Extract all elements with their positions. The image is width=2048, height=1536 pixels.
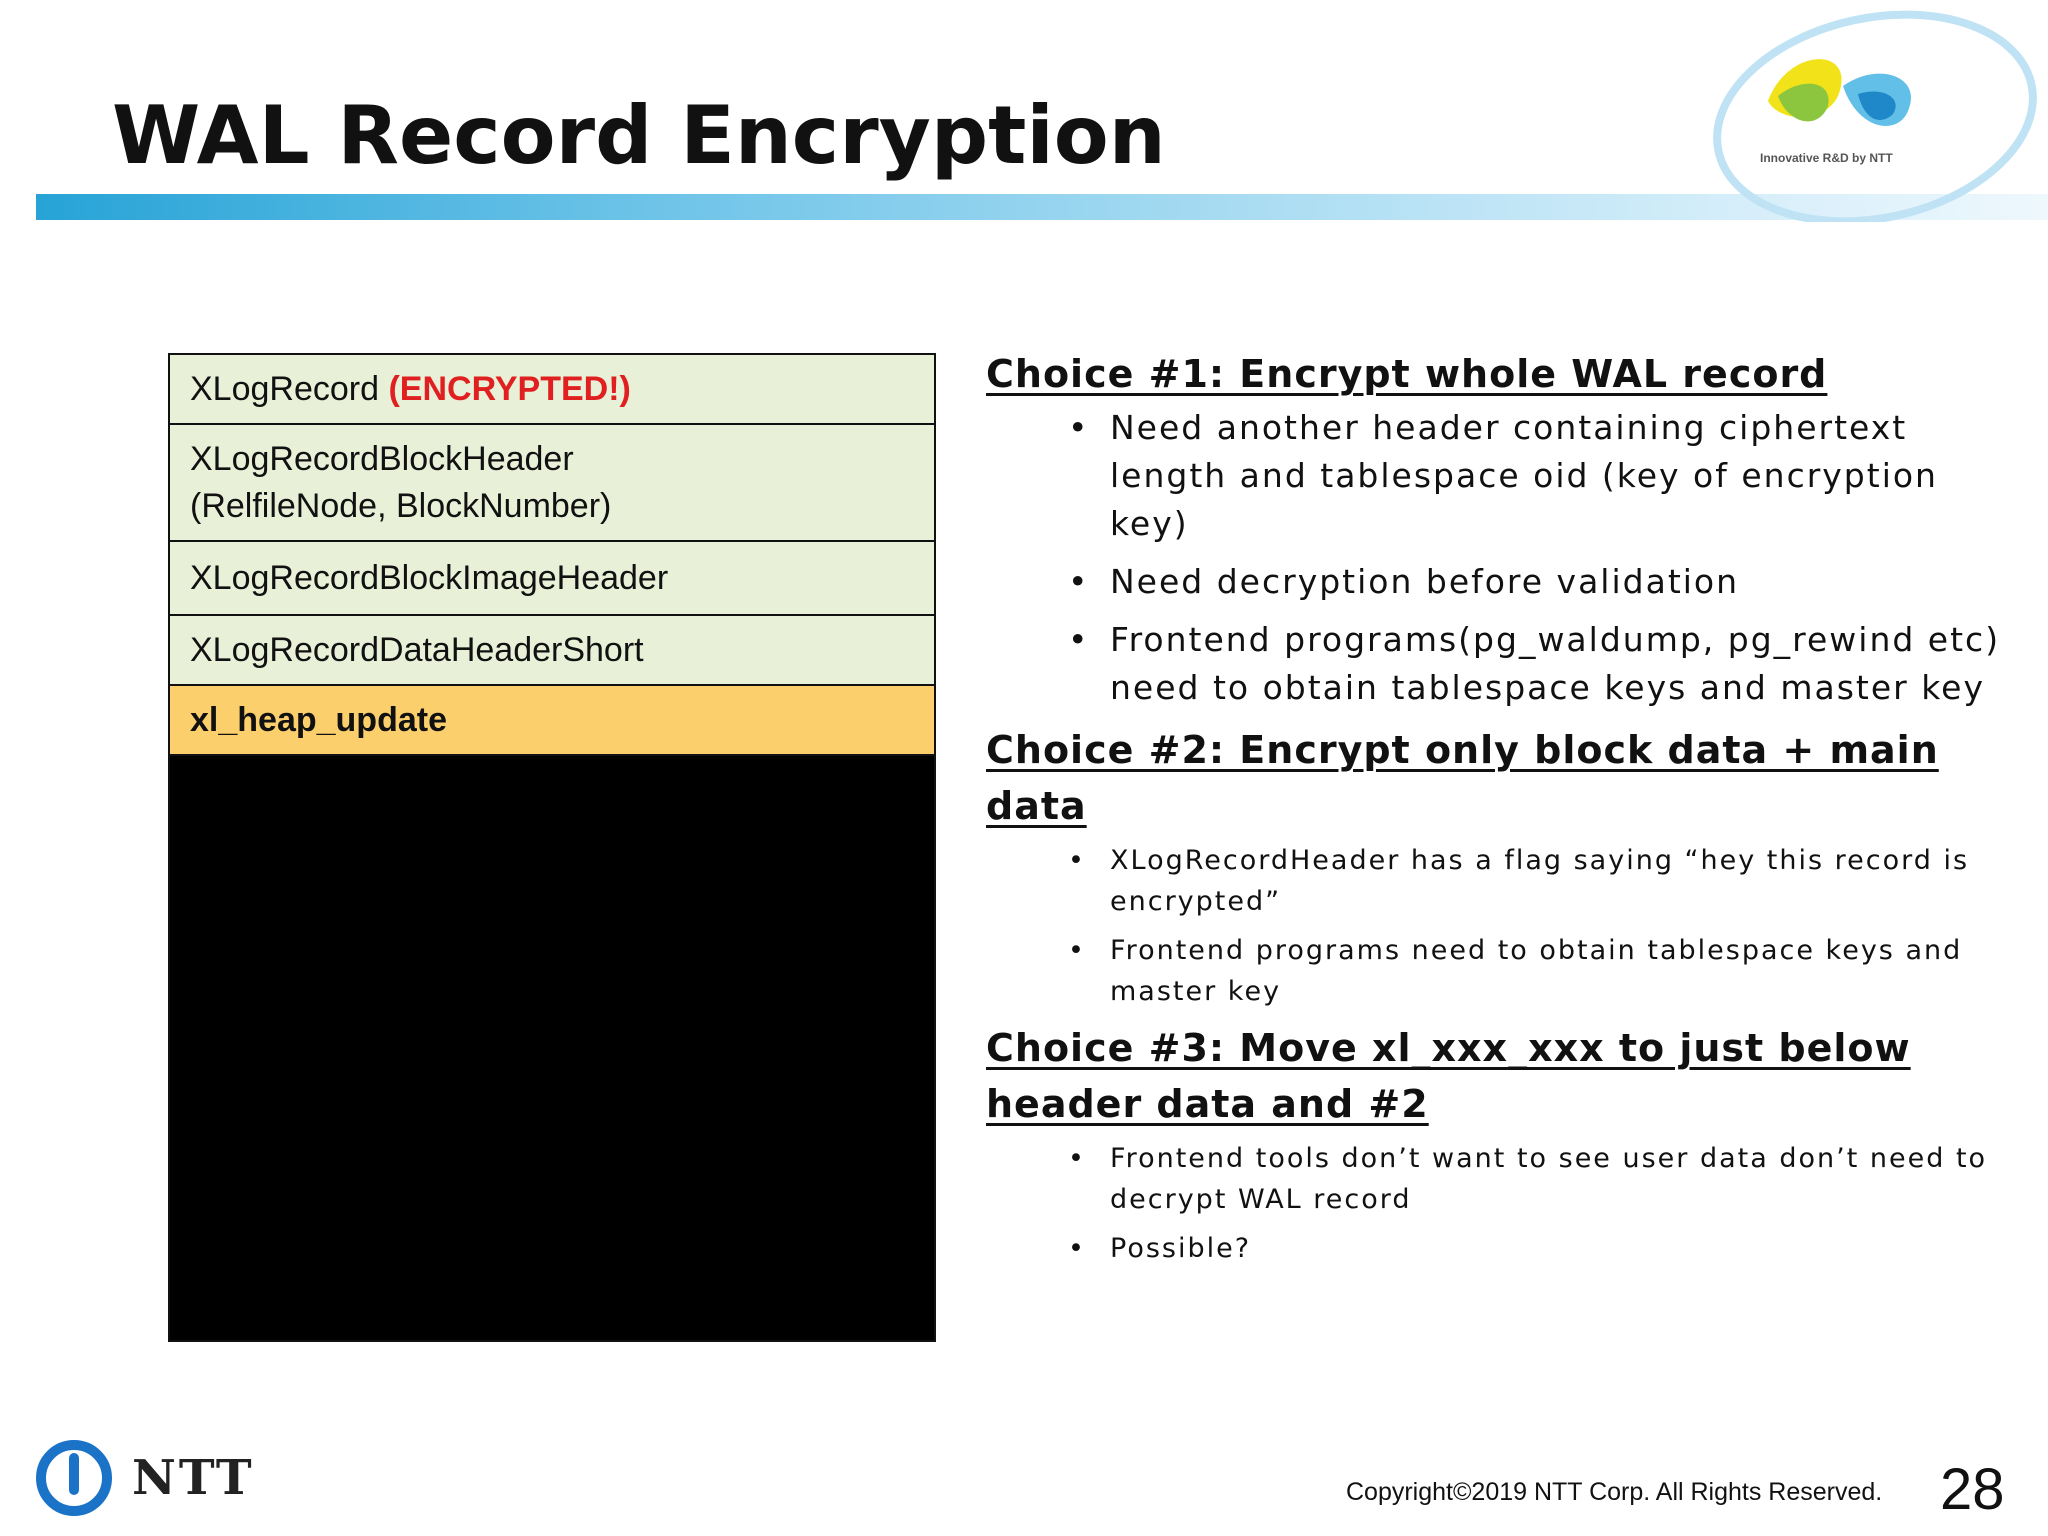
ntt-wordmark: NTT (132, 1450, 255, 1506)
ntt-mark-icon (34, 1438, 114, 1518)
bullet-text: Frontend programs need to obtain tablespace keys and master key (1110, 935, 1963, 1007)
choices-list (986, 346, 2026, 1277)
list-item (1068, 840, 2026, 922)
wal-record-layout-diagram (168, 353, 936, 1342)
block-header-label: XLogRecordBlockHeader (190, 439, 574, 478)
bullet-icon: • (1068, 620, 1090, 659)
choice-2-bullets (986, 840, 2026, 1012)
choice-3-bullets (986, 1138, 2026, 1269)
bullet-icon: • (1068, 1233, 1086, 1264)
list-item (1068, 404, 2026, 548)
data-header-short-label: XLogRecordDataHeaderShort (190, 630, 644, 669)
encrypted-flag: (ENCRYPTED!) (388, 369, 631, 408)
bullet-icon: • (1068, 408, 1090, 447)
block-header-fields: (RelfileNode, BlockNumber) (190, 486, 612, 525)
ntt-brand-logo (34, 1436, 255, 1520)
block-header-row (170, 425, 934, 542)
xl-heap-update-row (170, 686, 934, 756)
xlogrecord-label: XLogRecord (190, 369, 380, 408)
slide-title: WAL Record Encryption (112, 89, 1166, 182)
ntt-innovation-logo (1708, 6, 2042, 222)
xlogrecord-row (170, 355, 934, 425)
block-image-header-row (170, 542, 934, 616)
choice-1-heading: Choice #1: Encrypt whole WAL record (986, 352, 1828, 396)
block-image-header-label: XLogRecordBlockImageHeader (190, 558, 669, 597)
bullet-text: Need another header containing ciphertext length and tablespace oid (key of encryption key) (1110, 408, 1938, 543)
data-header-short-row (170, 616, 934, 686)
bullet-text: Possible? (1110, 1233, 1252, 1264)
bullet-text: Need decryption before validation (1110, 562, 1740, 601)
choice-1-bullets (986, 404, 2026, 712)
xl-heap-update-label: xl_heap_update (190, 700, 447, 739)
bullet-text: Frontend tools don’t want to see user data don’t need to decrypt WAL record (1110, 1143, 1988, 1215)
choice-3-heading: Choice #3: Move xl_xxx_xxx to just below header data and #2 (986, 1026, 1911, 1126)
list-item (1068, 1138, 2026, 1220)
bullet-icon: • (1068, 845, 1086, 876)
list-item (1068, 616, 2026, 712)
brand-tagline: Innovative R&D by NTT (1760, 151, 1893, 165)
bullet-text: XLogRecordHeader has a flag saying “hey this record is encrypted” (1110, 845, 1970, 917)
list-item (1068, 930, 2026, 1012)
page-number: 28 (1940, 1457, 2005, 1522)
list-item (1068, 1228, 2026, 1269)
copyright-notice: Copyright©2019 NTT Corp. All Rights Reserved. (1346, 1478, 1883, 1506)
record-data-block (170, 756, 934, 1340)
bullet-icon: • (1068, 935, 1086, 966)
bullet-text: Frontend programs(pg_waldump, pg_rewind etc) need to obtain tablespace keys and master key (1110, 620, 2001, 707)
bullet-icon: • (1068, 1143, 1086, 1174)
bullet-icon: • (1068, 562, 1090, 601)
list-item (1068, 558, 2026, 606)
choice-2-heading: Choice #2: Encrypt only block data + main data (986, 728, 1939, 828)
